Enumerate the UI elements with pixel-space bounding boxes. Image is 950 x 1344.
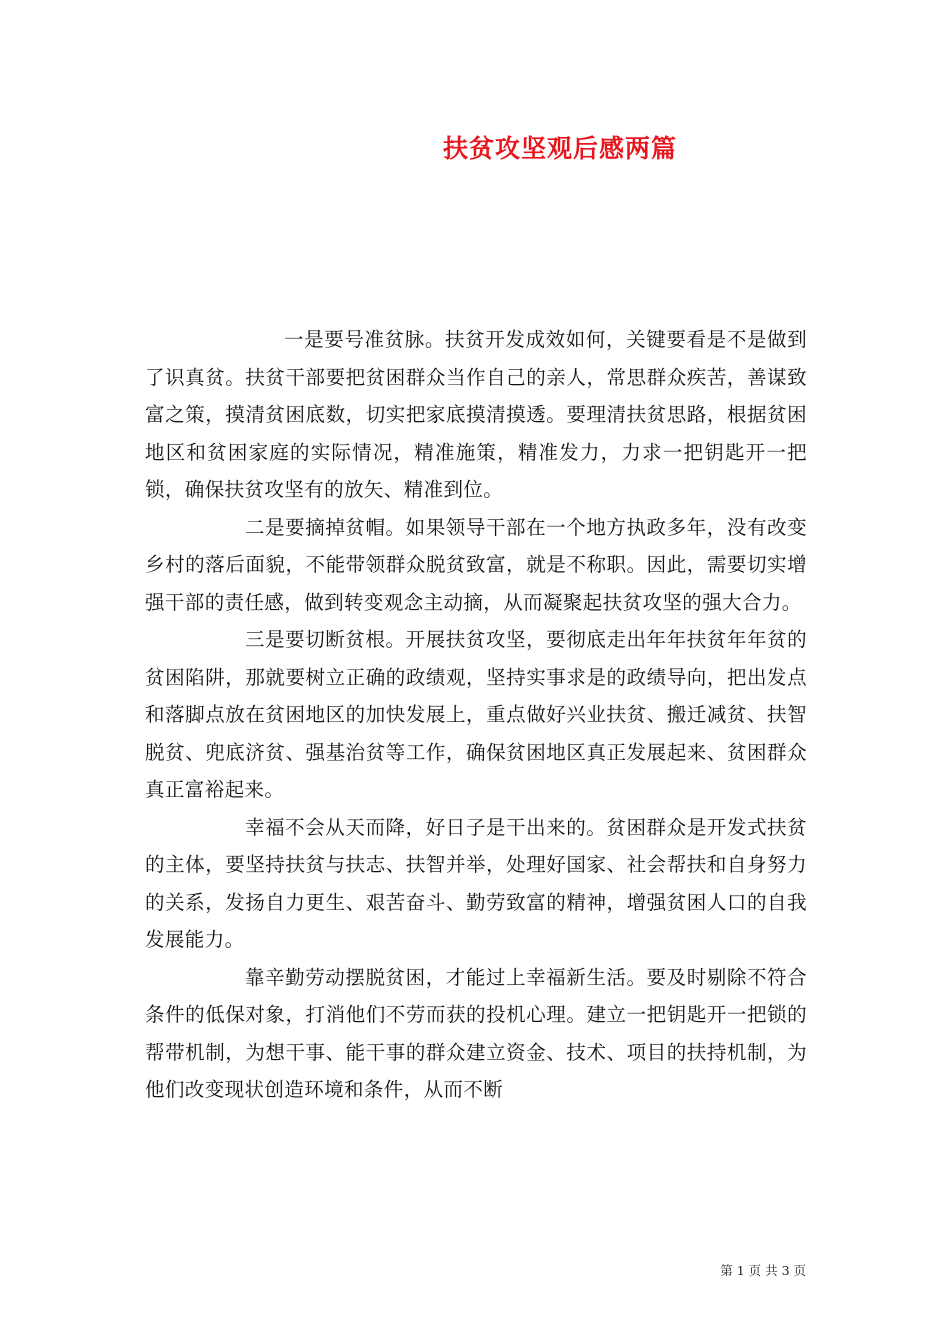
- page-number-footer: 第 1 页 共 3 页: [720, 1263, 806, 1278]
- paragraph: 三是要切断贫根。开展扶贫攻坚，要彻底走出年年扶贫年年贫的贫困陷阱，那就要树立正确的政绩观，坚持实事求是的政绩导向，把出发点和落脚点放在贫困地区的加快发展上，重点做好兴业扶贫、搬迁减贫、扶智脱贫、兜底济贫、强基治贫等工作，确保贫困地区真正发展起来、贫困群众真正富裕起来。: [145, 628, 807, 801]
- paragraph: 靠辛勤劳动摆脱贫困，才能过上幸福新生活。要及时剔除不符合条件的低保对象，打消他们不劳而获的投机心理。建立一把钥匙开一把锁的帮带机制，为想干事、能干事的群众建立资金、技术、项目的扶持机制，为他们改变现状创造环境和条件，从而不断: [145, 965, 807, 1101]
- document-body: [145, 321, 807, 1109]
- paragraph: 幸福不会从天而降，好日子是干出来的。贫困群众是开发式扶贫的主体，要坚持扶贫与扶志、扶智并举，处理好国家、社会帮扶和自身努力的关系，发扬自力更生、艰苦奋斗、勤劳致富的精神，增强贫困人口的自我发展能力。: [145, 815, 807, 951]
- document-title: 扶贫攻坚观后感两篇: [442, 134, 677, 163]
- paragraph: 一是要号准贫脉。扶贫开发成效如何，关键要看是不是做到了识真贫。扶贫干部要把贫困群众当作自己的亲人，常思群众疾苦，善谋致富之策，摸清贫困底数，切实把家底摸清摸透。要理清扶贫思路，根据贫困地区和贫困家庭的实际情况，精准施策，精准发力，力求一把钥匙开一把锁，确保扶贫攻坚有的放矢、精准到位。: [145, 328, 807, 501]
- paragraph: 二是要摘掉贫帽。如果领导干部在一个地方执政多年，没有改变乡村的落后面貌，不能带领群众脱贫致富，就是不称职。因此，需要切实增强干部的责任感，做到转变观念主动摘，从而凝聚起扶贫攻坚的强大合力。: [145, 515, 807, 614]
